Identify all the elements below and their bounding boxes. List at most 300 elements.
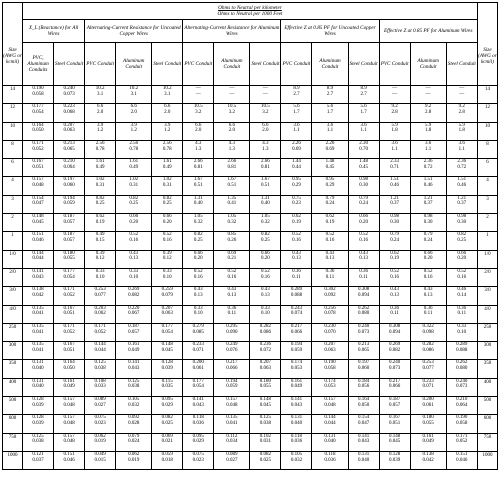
value-per-1000ft: 1.2 (130, 128, 137, 134)
value-cell (214, 195, 250, 213)
value-per-km: 0.190 (456, 415, 468, 421)
value-cell (183, 305, 214, 323)
value-cell (281, 397, 312, 415)
value-per-1000ft: 1.8 (425, 128, 432, 134)
impedance-table (2, 2, 498, 470)
value-per-1000ft: 0.048 (63, 439, 75, 445)
value-cell (250, 195, 281, 213)
sub-header: Aluminum Conduit (116, 43, 152, 86)
value-per-km: 0.207 (161, 305, 173, 311)
value-per-1000ft: 0.039 (32, 421, 44, 427)
value-cell (281, 287, 312, 305)
value-cell (348, 415, 379, 433)
value-per-1000ft: 0.45 (359, 164, 368, 170)
size-cell: 2 (477, 214, 497, 232)
value-per-km: 1.02 (129, 177, 139, 183)
value-cell (281, 268, 312, 286)
value-cell (379, 268, 410, 286)
value-per-1000ft: 0.19 (390, 256, 399, 262)
group-ac-aluminum: Alternating-Current Resistance for Aluminum Wires (183, 20, 281, 43)
size-cell: 2/0 (477, 268, 497, 286)
value-per-1000ft: 0.25 (193, 238, 203, 244)
value-per-km: 10.5 (227, 104, 237, 110)
value-per-1000ft: 0.073 (388, 366, 401, 372)
value-per-km: 1.67 (193, 177, 203, 183)
table-body (3, 86, 498, 470)
value-cell (183, 122, 214, 140)
value-per-km: 0.154 (32, 195, 44, 201)
value-per-1000ft: 0.13 (359, 256, 368, 262)
value-cell (348, 104, 379, 122)
size-cell: 2/0 (3, 268, 23, 286)
size-cell: 3/0 (3, 287, 23, 305)
value-per-1000ft: 0.046 (63, 457, 75, 463)
value-cell (281, 122, 312, 140)
value-per-km: 0.161 (290, 378, 303, 384)
value-per-km: 0.167 (63, 305, 75, 311)
value-cell (410, 86, 446, 104)
value-per-1000ft: 0.066 (226, 366, 238, 372)
table-row (3, 140, 498, 158)
value-per-1000ft: 0.054 (161, 329, 173, 335)
value-per-km: 0.217 (290, 323, 303, 329)
value-per-1000ft: 0.044 (94, 347, 106, 353)
value-cell (348, 232, 379, 250)
value-per-1000ft: 0.041 (32, 311, 44, 317)
value-cell (446, 122, 477, 140)
value-per-km: 0.279 (192, 323, 204, 329)
value-cell (348, 397, 379, 415)
value-per-1000ft: 0.038 (259, 421, 272, 427)
value-per-1000ft: 0.049 (128, 347, 140, 353)
value-cell (54, 378, 85, 396)
value-per-km: 3.6 (293, 122, 300, 128)
value-per-1000ft: 0.69 (325, 146, 335, 152)
value-per-km: 0.52 (162, 232, 172, 238)
value-per-1000ft: 0.064 (456, 402, 468, 408)
value-per-1000ft: 0.039 (32, 402, 44, 408)
value-per-km: 0.82 (457, 232, 467, 238)
value-per-1000ft: 0.038 (32, 439, 44, 445)
value-per-1000ft: 1.7 (326, 110, 334, 115)
table-row (3, 323, 498, 341)
value-cell (446, 415, 477, 433)
value-per-1000ft: 0.071 (422, 384, 434, 390)
value-per-km: — (262, 86, 268, 91)
value-cell (446, 305, 477, 323)
value-cell (54, 250, 85, 268)
value-cell (183, 323, 214, 341)
value-per-km: 1.48 (325, 159, 335, 165)
value-per-1000ft: 0.11 (359, 274, 368, 280)
value-cell (23, 268, 54, 286)
value-per-km: 0.220 (128, 305, 140, 311)
value-cell (152, 305, 183, 323)
value-per-1000ft: 0.46 (390, 183, 399, 189)
value-cell (183, 214, 214, 232)
value-per-1000ft: 0.048 (32, 183, 44, 189)
value-cell (152, 232, 183, 250)
value-per-km: 0.269 (128, 287, 140, 293)
value-per-1000ft: 0.047 (357, 421, 370, 427)
value-cell (312, 342, 348, 360)
value-cell (348, 451, 379, 469)
value-per-1000ft: 0.72 (423, 164, 433, 170)
value-per-1000ft: 2.0 (164, 110, 171, 115)
value-per-km: 0.135 (32, 323, 44, 329)
value-cell (116, 214, 152, 232)
value-cell (250, 122, 281, 140)
value-cell (410, 268, 446, 286)
value-per-km: 0.243 (290, 305, 303, 311)
value-cell (410, 415, 446, 433)
value-per-1000ft: 0.29 (292, 183, 301, 189)
value-per-1000ft: 0.024 (128, 439, 140, 445)
value-per-km: 0.282 (259, 323, 272, 329)
value-per-1000ft: 0.055 (422, 421, 434, 427)
value-per-1000ft: 0.061 (422, 402, 434, 408)
value-per-km: 4.3 (228, 140, 235, 146)
value-per-km: 0.141 (128, 360, 140, 366)
value-per-1000ft: 0.060 (357, 366, 370, 372)
value-per-1000ft: 0.082 (388, 347, 401, 353)
value-cell (116, 122, 152, 140)
value-per-1000ft: 0.49 (129, 164, 139, 170)
value-per-km: 0.66 (193, 250, 203, 256)
value-per-1000ft: 0.052 (63, 292, 75, 298)
value-cell (85, 433, 116, 451)
value-cell (23, 415, 54, 433)
value-per-1000ft: 0.050 (357, 402, 370, 408)
value-per-1000ft: 0.025 (161, 421, 173, 427)
value-cell (312, 268, 348, 286)
value-cell (183, 378, 214, 396)
value-per-1000ft: 0.054 (63, 274, 75, 280)
value-per-km: 0.177 (161, 323, 173, 329)
value-cell (348, 122, 379, 140)
value-per-1000ft: 0.062 (94, 311, 106, 317)
value-cell (446, 342, 477, 360)
value-per-1000ft: 0.30 (423, 219, 433, 225)
value-per-km: 3.9 (164, 122, 171, 128)
value-cell (85, 305, 116, 323)
value-per-km: 0.079 (128, 433, 140, 439)
value-per-km: 1.51 (390, 177, 399, 183)
size-cell: 1/0 (477, 250, 497, 268)
value-per-1000ft: 0.51 (193, 183, 203, 189)
value-per-km: 0.167 (388, 415, 401, 421)
value-per-km: 0.148 (259, 397, 272, 403)
value-per-1000ft: 0.16 (227, 274, 237, 280)
value-cell (183, 397, 214, 415)
value-per-1000ft: 0.054 (192, 384, 204, 390)
value-cell (116, 195, 152, 213)
value-per-1000ft: 0.051 (63, 347, 75, 353)
value-per-km: 0.36 (325, 268, 335, 274)
value-per-km: 6.6 (164, 104, 171, 110)
value-per-km: 0.43 (292, 250, 301, 256)
value-cell (152, 250, 183, 268)
value-cell (54, 140, 85, 158)
value-per-1000ft: 0.064 (63, 164, 75, 170)
value-per-1000ft: 0.078 (324, 311, 336, 317)
table-row (3, 360, 498, 378)
value-per-km: 0.164 (32, 122, 44, 128)
value-per-km: 1.48 (359, 159, 368, 165)
value-per-km: 0.282 (422, 342, 434, 348)
value-per-km: 0.177 (63, 268, 75, 274)
value-cell (410, 360, 446, 378)
value-per-km: 0.095 (161, 397, 173, 403)
value-per-km: 0.262 (357, 305, 370, 311)
value-per-km: 0.66 (457, 250, 467, 256)
value-per-km: 0.128 (32, 415, 44, 421)
value-per-1000ft: 0.057 (128, 329, 140, 335)
value-per-km: 0.62 (292, 214, 301, 220)
value-per-km: 1.44 (292, 159, 301, 165)
value-cell (54, 451, 85, 469)
value-per-1000ft: 0.16 (359, 238, 368, 244)
value-cell (410, 177, 446, 195)
value-per-km: 2.66 (193, 159, 203, 165)
value-per-1000ft: 0.055 (63, 256, 75, 262)
sub-header: PVC, Aluminum Conduits (23, 43, 54, 86)
value-cell (116, 86, 152, 104)
value-per-1000ft: 0.040 (290, 421, 303, 427)
value-per-1000ft: 0.32 (193, 219, 203, 225)
value-cell (312, 122, 348, 140)
value-cell (348, 86, 379, 104)
value-cell (446, 177, 477, 195)
value-per-km: 3.6 (326, 122, 334, 128)
value-per-1000ft: 0.046 (456, 457, 468, 463)
table-row (3, 433, 498, 451)
value-per-1000ft: 0.060 (63, 183, 75, 189)
group-ac-copper: Alternating-Current Resistance for Uncoated Copper Wires (85, 20, 183, 43)
value-cell (85, 397, 116, 415)
value-per-1000ft: 0.78 (95, 146, 105, 152)
value-cell (312, 86, 348, 104)
value-cell (214, 305, 250, 323)
value-per-1000ft: 0.20 (193, 256, 203, 262)
value-per-1000ft: 0.19 (325, 219, 335, 225)
value-per-1000ft: 0.31 (162, 183, 172, 189)
value-cell (23, 86, 54, 104)
value-per-1000ft: 0.41 (227, 201, 237, 207)
value-per-1000ft: 0.10 (162, 274, 172, 280)
value-cell (152, 360, 183, 378)
value-per-km: 0.217 (388, 378, 401, 384)
value-cell (23, 104, 54, 122)
value-per-1000ft: 0.24 (390, 238, 399, 244)
value-cell (348, 177, 379, 195)
table-row (3, 250, 498, 268)
value-cell (379, 287, 410, 305)
value-cell (116, 342, 152, 360)
value-per-1000ft: 0.050 (63, 366, 75, 372)
size-cell: 1000 (477, 451, 497, 469)
value-per-1000ft: 0.20 (423, 256, 433, 262)
value-per-km: 2.66 (227, 159, 237, 165)
value-cell (250, 415, 281, 433)
value-cell (23, 433, 54, 451)
ohms-per-1000ft: Ohms to Neutral per 1000 Feet (217, 11, 283, 17)
value-per-km: 1.61 (95, 159, 105, 165)
value-per-km: 0.069 (161, 433, 173, 439)
value-per-1000ft: 0.028 (128, 421, 140, 427)
value-per-1000ft: 1.1 (360, 128, 367, 134)
value-per-1000ft: 0.44 (292, 164, 301, 170)
value-cell (379, 305, 410, 323)
value-per-km: 1.51 (423, 177, 433, 183)
value-cell (54, 433, 85, 451)
value-per-1000ft: 0.12 (162, 256, 172, 262)
value-cell (116, 250, 152, 268)
value-per-1000ft: 0.11 (325, 274, 335, 280)
value-cell (379, 177, 410, 195)
value-per-1000ft: 0.72 (457, 164, 467, 170)
value-per-km: 0.98 (390, 214, 399, 220)
value-per-km: 4.3 (262, 140, 269, 146)
value-per-1000ft: 0.032 (290, 457, 303, 463)
value-per-1000ft: 0.045 (32, 219, 44, 225)
value-cell (446, 214, 477, 232)
value-cell (152, 177, 183, 195)
value-cell (85, 250, 116, 268)
size-cell: 250 (477, 323, 497, 341)
value-per-1000ft: 2.8 (391, 110, 398, 115)
value-cell (446, 378, 477, 396)
value-per-1000ft: 0.10 (95, 274, 105, 280)
value-cell (152, 86, 183, 104)
value-per-1000ft: 0.049 (63, 384, 75, 390)
value-cell (85, 195, 116, 213)
value-per-1000ft: 1.1 (391, 146, 398, 152)
value-cell (379, 232, 410, 250)
value-cell (183, 177, 214, 195)
value-per-km: 0.157 (63, 397, 75, 403)
value-per-km: 10.2 (95, 86, 105, 91)
value-per-km: 5.6 (326, 104, 334, 110)
value-cell (281, 86, 312, 104)
value-per-km: 0.190 (32, 86, 44, 91)
value-cell (410, 232, 446, 250)
value-per-1000ft: 0.019 (128, 457, 140, 463)
value-per-1000ft: 1.3 (228, 146, 235, 152)
table-row (3, 104, 498, 122)
value-per-km: 0.049 (94, 451, 106, 457)
value-per-km: 0.194 (290, 342, 303, 348)
value-cell (214, 287, 250, 305)
value-per-km: 1.67 (261, 177, 270, 183)
value-cell (410, 451, 446, 469)
value-per-km: 6.6 (97, 104, 104, 110)
value-per-1000ft: 1.8 (458, 128, 465, 134)
value-per-km: 0.82 (129, 195, 139, 201)
value-per-1000ft: 0.059 (290, 347, 303, 353)
value-per-1000ft: 0.37 (423, 201, 433, 207)
value-cell (312, 397, 348, 415)
value-per-1000ft: 0.29 (325, 183, 335, 189)
value-per-1000ft: 0.40 (193, 201, 203, 207)
value-per-1000ft: 0.015 (94, 457, 106, 463)
value-per-1000ft: 0.033 (94, 384, 106, 390)
value-cell (152, 122, 183, 140)
value-per-km: 1.61 (129, 159, 139, 165)
value-per-1000ft: 0.21 (227, 256, 237, 262)
value-per-1000ft: 0.041 (226, 421, 238, 427)
value-per-1000ft: 2.0 (195, 128, 202, 134)
value-per-km: 1.02 (95, 177, 105, 183)
value-cell (312, 250, 348, 268)
value-per-km: 2.56 (129, 140, 139, 146)
value-cell (85, 415, 116, 433)
value-cell (85, 122, 116, 140)
value-cell (410, 122, 446, 140)
value-per-1000ft: 0.81 (227, 164, 237, 170)
value-cell (23, 397, 54, 415)
value-per-1000ft: 0.31 (95, 183, 105, 189)
value-per-1000ft: 0.046 (32, 238, 44, 244)
value-per-1000ft: 0.049 (290, 384, 303, 390)
value-per-1000ft: 0.30 (359, 183, 368, 189)
value-per-1000ft: 0.11 (292, 274, 301, 280)
value-per-km: 10.5 (193, 104, 203, 110)
value-cell (214, 433, 250, 451)
value-per-km: 0.194 (226, 378, 238, 384)
value-per-km: 2.56 (95, 140, 105, 146)
value-per-km: 0.217 (226, 360, 238, 366)
value-per-km: 0.95 (325, 177, 335, 183)
value-per-km: 3.9 (97, 122, 104, 128)
value-per-km: 0.289 (456, 342, 468, 348)
value-per-1000ft: 0.059 (63, 201, 75, 207)
value-per-km: 5.6 (293, 104, 300, 110)
value-cell (250, 159, 281, 177)
value-cell (116, 397, 152, 415)
value-cell (183, 360, 214, 378)
value-per-km: 0.66 (359, 214, 368, 220)
value-per-1000ft: 0.13 (227, 292, 237, 298)
value-per-km: 1.05 (193, 214, 203, 220)
value-per-1000ft: 0.051 (388, 421, 401, 427)
value-per-km: — (229, 86, 235, 91)
value-per-km: 3.9 (130, 122, 137, 128)
value-per-km: 0.259 (161, 287, 173, 293)
value-per-1000ft: 0.025 (259, 457, 272, 463)
value-per-km: 0.52 (261, 268, 270, 274)
value-cell (446, 268, 477, 286)
value-per-km: 0.295 (226, 323, 238, 329)
value-cell (183, 140, 214, 158)
value-cell (250, 250, 281, 268)
value-cell (446, 451, 477, 469)
value-per-1000ft: 0.029 (192, 439, 204, 445)
value-cell (250, 214, 281, 232)
value-cell (85, 86, 116, 104)
value-cell (23, 177, 54, 195)
value-cell (312, 323, 348, 341)
value-cell (214, 342, 250, 360)
value-per-1000ft: 0.25 (457, 238, 467, 244)
value-per-km: 0.236 (259, 342, 272, 348)
value-cell (152, 397, 183, 415)
value-per-km: 0.240 (388, 360, 401, 366)
value-cell (23, 140, 54, 158)
value-per-1000ft: 0.048 (63, 402, 75, 408)
size-cell: 250 (3, 323, 23, 341)
value-per-1000ft: 0.16 (162, 238, 172, 244)
